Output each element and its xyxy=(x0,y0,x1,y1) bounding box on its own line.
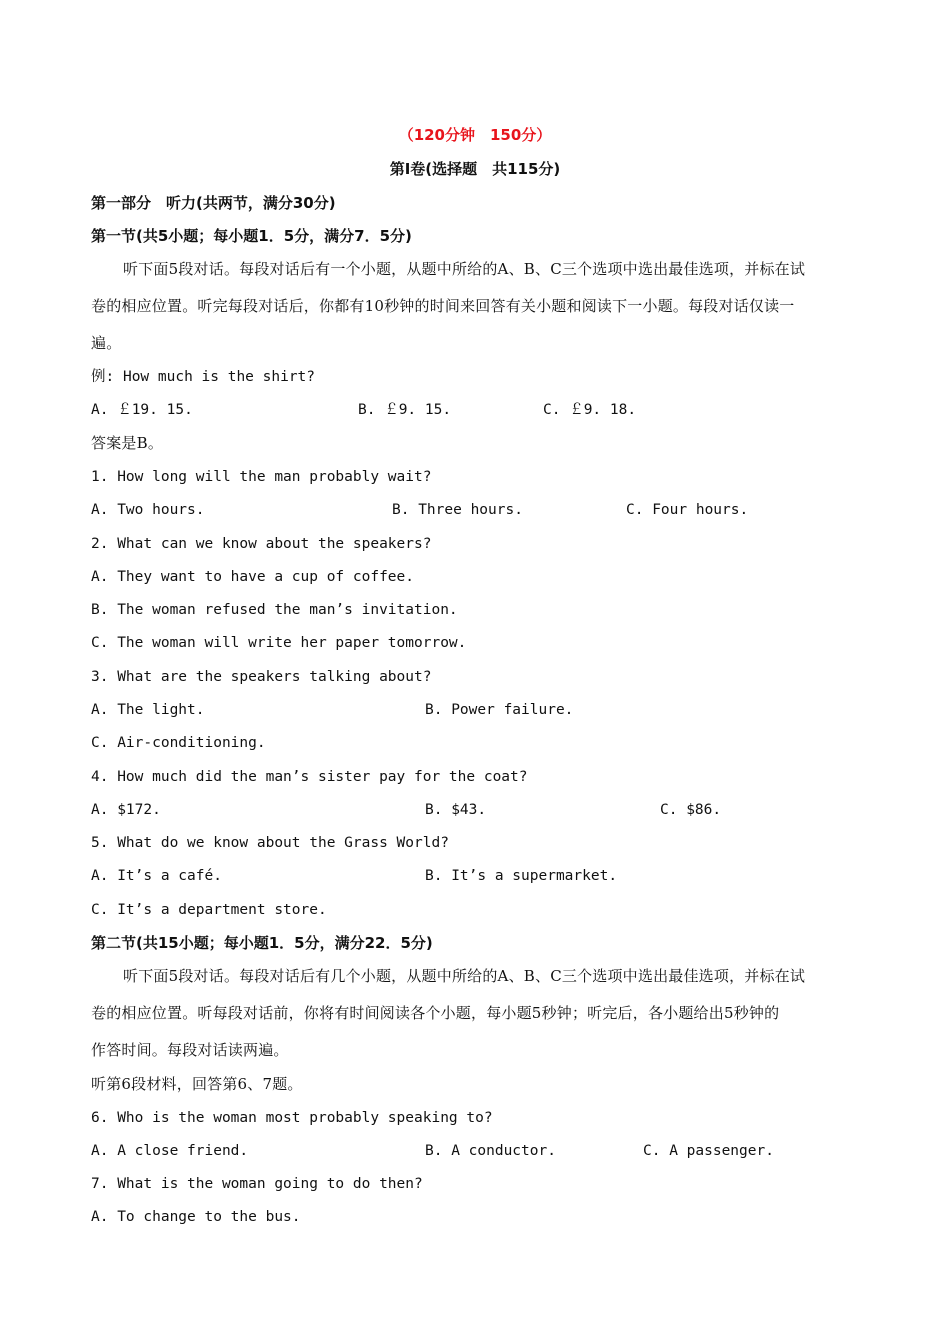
q3-option-c: C. Air-conditioning. xyxy=(91,735,266,751)
q5-option-b: B. It’s a supermarket. xyxy=(425,868,618,884)
q4-option-a: A. $172. xyxy=(91,802,161,818)
question-1: 1. How long will the man probably wait? xyxy=(91,469,432,485)
q4-option-c: C. $86. xyxy=(660,802,722,818)
question-4: 4. How much did the man’s sister pay for the coat? xyxy=(91,769,528,785)
part-title: 第一部分 听力(共两节，满分30分) xyxy=(91,194,336,212)
section2-instruction-line3: 作答时间。每段对话读两遍。 xyxy=(91,1041,289,1059)
example-option-c: C. ￡9. 18. xyxy=(543,402,637,418)
example-question: 例: How much is the shirt? xyxy=(91,369,316,385)
q3-option-b: B. Power failure. xyxy=(425,702,574,718)
section2-instruction-line1: 听下面5段对话。每段对话后有几个小题，从题中所给的A、B、C三个选项中选出最佳选项，并标在试 xyxy=(123,967,806,985)
q3-option-a: A. The light. xyxy=(91,702,205,718)
example-answer: 答案是B。 xyxy=(91,434,164,452)
section1-instruction-line3: 遍。 xyxy=(91,334,122,352)
section2-instruction-line2: 卷的相应位置。听每段对话前，你将有时间阅读各个小题，每小题5秒钟；听完后，各小题给出5秒钟的 xyxy=(91,1004,780,1022)
q6-option-a: A. A close friend. xyxy=(91,1143,249,1159)
section2-title: 第二节(共15小题；每小题1．5分，满分22．5分) xyxy=(91,934,433,952)
question-2: 2. What can we know about the speakers? xyxy=(91,536,432,552)
question-3: 3. What are the speakers talking about? xyxy=(91,669,432,685)
example-option-b: B. ￡9. 15. xyxy=(358,402,452,418)
volume-title: 第Ⅰ卷(选择题 共115分) xyxy=(389,160,561,178)
time-score: （120分钟 150分） xyxy=(398,126,552,144)
section1-instruction-line2: 卷的相应位置。听完每段对话后，你都有10秒钟的时间来回答有关小题和阅读下一小题。每段对话仅读一 xyxy=(91,297,795,315)
q6-option-b: B. A conductor. xyxy=(425,1143,556,1159)
q1-option-b: B. Three hours. xyxy=(392,502,523,518)
question-5: 5. What do we know about the Grass World? xyxy=(91,835,449,851)
q2-option-c: C. The woman will write her paper tomorrow. xyxy=(91,635,467,651)
section1-instruction-line1: 听下面5段对话。每段对话后有一个小题，从题中所给的A、B、C三个选项中选出最佳选项，并标在试 xyxy=(123,260,806,278)
q5-option-a: A. It’s a café. xyxy=(91,868,222,884)
q7-option-a: A. To change to the bus. xyxy=(91,1209,301,1225)
question-7: 7. What is the woman going to do then? xyxy=(91,1176,423,1192)
q5-option-c: C. It’s a department store. xyxy=(91,902,327,918)
section1-title: 第一节(共5小题；每小题1．5分，满分7．5分) xyxy=(91,227,412,245)
q4-option-b: B. $43. xyxy=(425,802,487,818)
question-6: 6. Who is the woman most probably speaking to? xyxy=(91,1110,493,1126)
example-option-a: A. ￡19. 15. xyxy=(91,402,193,418)
q1-option-c: C. Four hours. xyxy=(626,502,749,518)
material-6-heading: 听第6段材料，回答第6、7题。 xyxy=(91,1075,303,1093)
q2-option-b: B. The woman refused the man’s invitation. xyxy=(91,602,458,618)
q2-option-a: A. They want to have a cup of coffee. xyxy=(91,569,415,585)
q1-option-a: A. Two hours. xyxy=(91,502,205,518)
q6-option-c: C. A passenger. xyxy=(643,1143,774,1159)
